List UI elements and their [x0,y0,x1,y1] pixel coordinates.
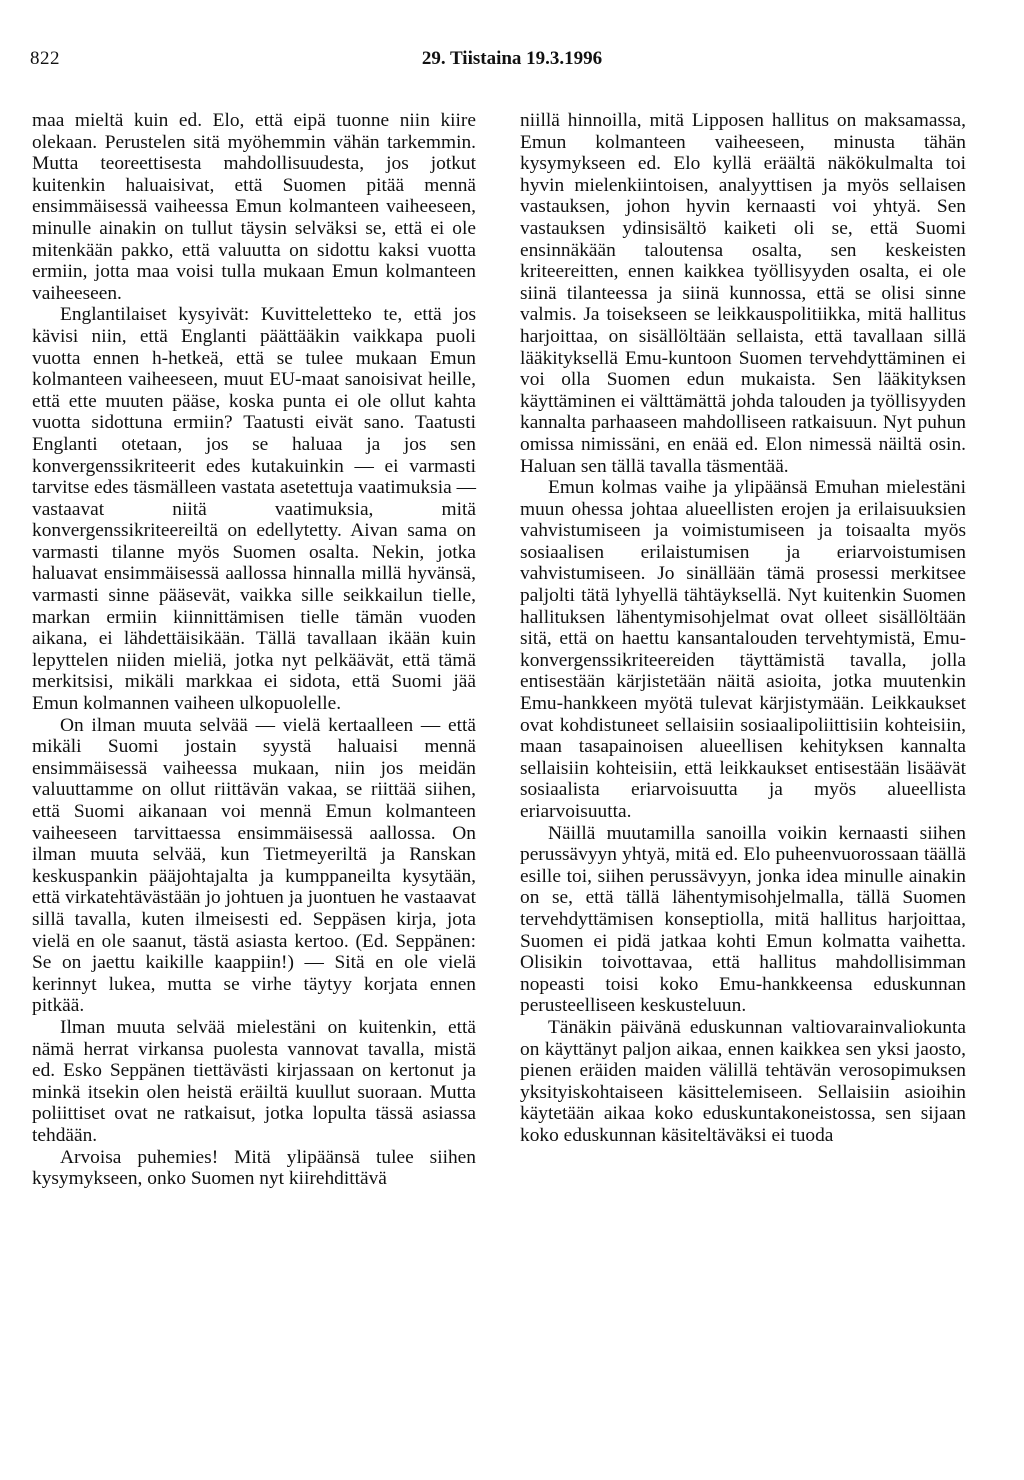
paragraph: Arvoisa puhemies! Mitä ylipäänsä tulee siihen kysymykseen, onko Suomen nyt kiirehdittävä [32,1146,476,1190]
page-header [30,48,994,78]
paragraph: Näillä muutamilla sanoilla voikin kernaasti siihen perussävyyn yhtyä, mitä ed. Elo puheenvuorossaan täällä esille toi, siihen perussävyyn, jonka idea minulle ainakin on se, että tällä lähentymisohjelmalla, tällä Suomen tervehdyttämisen konseptiolla, mitä hallitus harjoittaa, Suomen ei pidä jatkaa kohti Emun kolmatta vaihetta. Olisikin toivottavaa, että hallitus mahdollisimman nopeasti toisi koko Emu-hankkeensa eduskunnan perusteelliseen keskusteluun. [520,822,966,1017]
left-column [32,110,476,1190]
page-number: 822 [30,48,60,69]
right-column [520,110,966,1147]
paragraph: niillä hinnoilla, mitä Lipposen hallitus on maksamassa, Emun kolmanteen vaiheeseen, minusta tähän kysymykseen ed. Elo kyllä eräältä näkökulmalta toi hyvin mielenkiintoisen, analyyttisen ja myös sellaisen vastauksen, johon hyvin kernaasti voi yhtyä. Sen vastauksen ydinsisältö kaiketi oli se, että Suomi ensinnäkään taloutensa osalta, sen keskeisten kriteereitten, ennen kaikkea työllisyyden osalta, ei ole siinä tilanteessa ja siinä kunnossa, että se olisi sinne valmis. Ja toisekseen se leikkauspolitiikka, mitä hallitus harjoittaa, on sisällöltään sellaista, että tavallaan sillä lääkityksellä Emu-kuntoon Suomen tervehdyttäminen ei voi olla Suomen edun mukaista. Sen lääkityksen käyttäminen ei välttämättä johda talouden ja työllisyyden kannalta parhaaseen mahdolliseen ratkaisuun. Nyt puhun omissa nimissäni, en enää ed. Elon nimessä näiltä osin. Haluan sen tällä tavalla täsmentää. [520,110,966,477]
paragraph: Emun kolmas vaihe ja ylipäänsä Emuhan mielestäni muun ohessa johtaa alueellisten erojen ja erilaisuuksien vahvistumiseen ja voimistumiseen ja toisaalta myös sosiaalisen erilaistumisen ja eriarvoistumisen vahvistumiseen. Jo sinällään tämä prosessi merkitsee paljolti tätä lyhyellä tähtäyksellä. Nyt kuitenkin Suomen hallituksen lähentymisohjelmat ovat olleet sisällöltään sitä, että on haettu kansantalouden tervehtymistä, Emu-konvergenssikriteereiden täyttämistä tavalla, jolla entisestään kärjistetään näitä asioita, jotka muutenkin Emu-hankkeen myötä tulevat kärjistymään. Leikkaukset ovat kohdistuneet sellaisiin sosiaalipoliittisiin kohteisiin, maan tasapainoisen alueellisen kehityksen kannalta sellaisiin kohteisiin, että leikkaukset entisestään lisäävät sosiaalista eriarvoisuutta ja myös alueellista eriarvoisuutta. [520,477,966,822]
paragraph: On ilman muuta selvää — vielä kertaalleen — että mikäli Suomi jostain syystä haluaisi mennä ensimmäisessä vaiheessa mukaan, niin jos meidän valuuttamme on ollut riittävän vakaa, se riittää siihen, että Suomi aikanaan voi mennä Emun kolmanteen vaiheeseen tarvittaessa ensimmäisessä aallossa. On ilman muuta selvää, kun Tietmeyeriltä ja Ranskan keskuspankin pääjohtajalta ja kumppaneilta kysytään, että virkatehtävästään jo johtuen ja juontuen he vastaavat sillä tavalla, kuten ilmeisesti ed. Seppäsen kirja, jota vielä en ole saanut, tästä asiasta kertoo. (Ed. Seppänen: Se on jaettu kaikille kaappiin!) — Sitä en ole vielä kerinnyt lukea, mutta se virhe täytyy korjata ennen pitkää. [32,714,476,1017]
paragraph: maa mieltä kuin ed. Elo, että eipä tuonne niin kiire olekaan. Perustelen sitä myöhemmin vähän tarkemmin. Mutta teoreettisesta mahdollisuudesta, jos jotkut kuitenkin haluaisivat, että Suomen pitää mennä ensimmäisessä vaiheessa Emun kolmanteen vaiheeseen, minulle ainakin on tullut täysin selväksi se, että ei ole mitenkään pakko, että valuutta on sidottu kaksi vuotta ermiin, jotta maa voisi tulla mukaan Emun kolmanteen vaiheeseen. [32,110,476,304]
paragraph: Ilman muuta selvää mielestäni on kuitenkin, että nämä herrat virkansa puolesta vannovat tavalla, mistä ed. Esko Seppänen tiettävästi kirjassaan on kertonut ja minkä itsekin olen heistä eräiltä kuullut suoraan. Mutta poliittiset ovat ne ratkaisut, jotka lopulta tässä asiassa tehdään. [32,1016,476,1146]
paragraph: Englantilaiset kysyivät: Kuvitteletteko te, että jos kävisi niin, että Englanti päättääkin vaikkapa puoli vuotta ennen h-hetkeä, että se tulee mukaan Emun kolmanteen vaiheeseen, muut EU-maat sanoisivat heille, että ette muuten pääse, koska punta ei ole ollut kahta vuotta sidottuna ermiin? Taatusti eivät sano. Taatusti Englanti otetaan, jos se haluaa ja jos sen konvergenssikriteerit edes kutakuinkin — ei varmasti tarvitse edes täsmälleen vastata asetettuja vaatimuksia — vastaavat niitä vaatimuksia, mitä konvergenssikriteereiltä on edellytetty. Aivan sama on varmasti tilanne myös Suomen osalta. Nekin, jotka haluavat ensimmäisessä aallossa hinnalla millä hyvänsä, varmasti sinne pääsevät, vaikka sille seikkailun tielle, markan ermiin kiinnittämisen tielle tämän vuoden aikana, ei lähdettäisikään. Tällä tavallaan ikään kuin lepyttelen niiden mieliä, jotka nyt pelkäävät, että tämä merkitsisi, mikäli markkaa ei sidota, että Suomi jää Emun kolmannen vaiheen ulkopuolelle. [32,304,476,715]
session-date-header: 29. Tiistaina 19.3.1996 [421,48,603,69]
paragraph: Tänäkin päivänä eduskunnan valtiovarainvaliokunta on käyttänyt paljon aikaa, ennen kaikkea sen yksi jaosto, pienen eräiden maiden välillä tehtävän verosopimuksen yksityiskohtaiseen käsittelemiseen. Sellaisiin asioihin käytetään aikaa koko eduskuntakoneistossa, sen sijaan koko eduskunnan käsiteltäväksi ei tuoda [520,1016,966,1146]
